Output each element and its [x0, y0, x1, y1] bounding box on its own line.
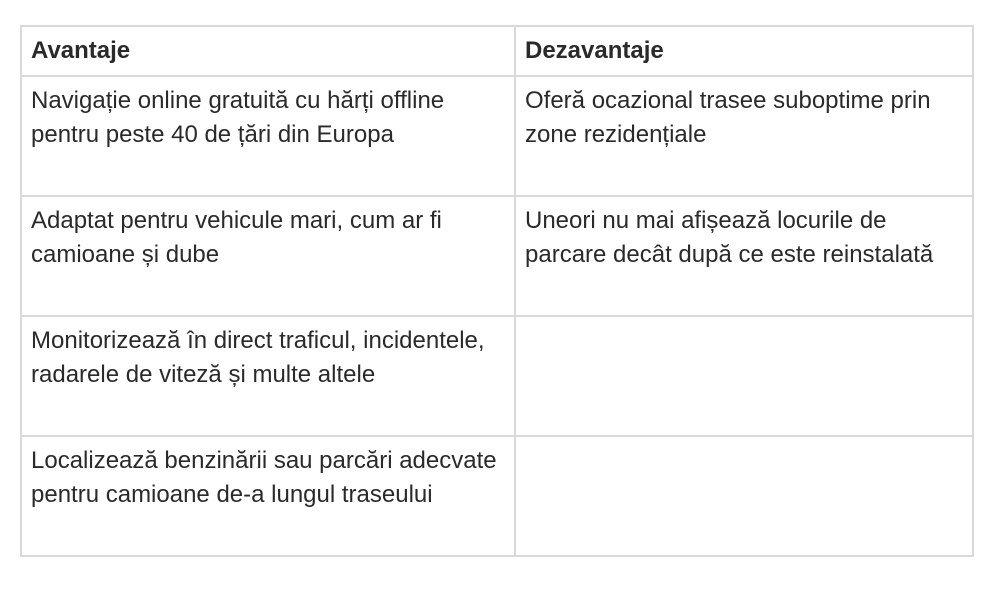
table-row — [21, 436, 973, 556]
table-cell-dezavantaj — [515, 316, 973, 436]
column-header-dezavantaje: Dezavantaje — [515, 26, 973, 76]
table-row — [21, 316, 973, 436]
table-cell-avantaj: Adaptat pentru vehicule mari, cum ar fi camioane și dube — [21, 196, 515, 316]
table-cell-dezavantaj: Uneori nu mai afișează locurile de parcare decât după ce este reinstalată — [515, 196, 973, 316]
table-row — [21, 196, 973, 316]
table-cell-avantaj: Monitorizează în direct traficul, incidentele, radarele de viteză și multe altele — [21, 316, 515, 436]
table-cell-avantaj: Localizează benzinării sau parcări adecvate pentru camioane de-a lungul traseului — [21, 436, 515, 556]
pros-cons-table — [20, 25, 974, 557]
table-cell-dezavantaj: Oferă ocazional trasee suboptime prin zone rezidențiale — [515, 76, 973, 196]
table-header-row — [21, 26, 973, 76]
table-cell-avantaj: Navigație online gratuită cu hărți offline pentru peste 40 de țări din Europa — [21, 76, 515, 196]
column-header-avantaje: Avantaje — [21, 26, 515, 76]
table-row — [21, 76, 973, 196]
table-cell-dezavantaj — [515, 436, 973, 556]
